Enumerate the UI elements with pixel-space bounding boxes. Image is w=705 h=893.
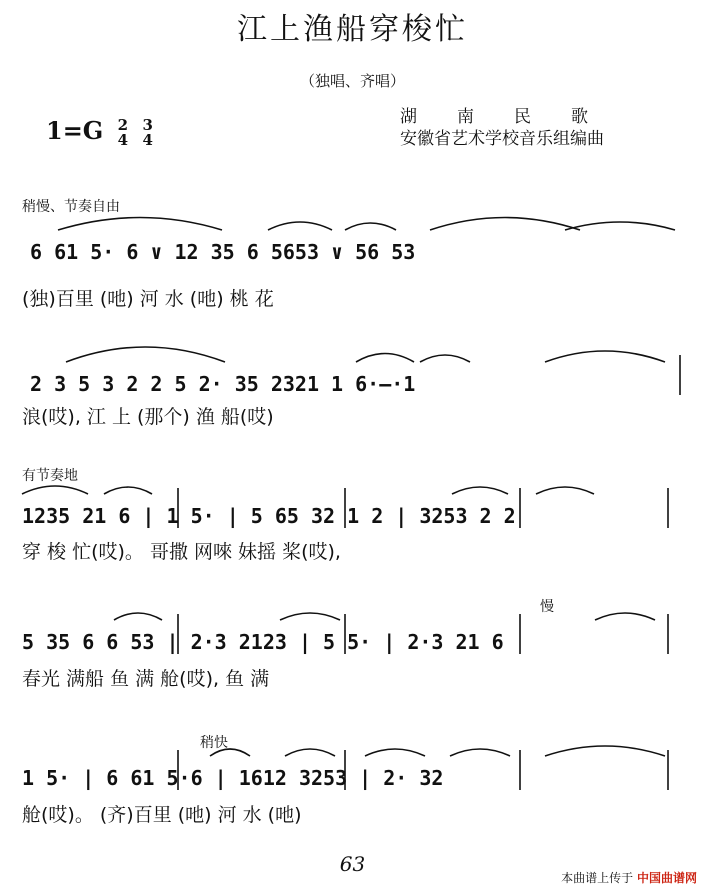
- system-4-notes: 5 35 6 6 53 | 2·3 2123 | 5 5· | 2·3 21 6: [22, 630, 504, 654]
- system-4-lyrics: 春光 满船 鱼 满 舱(哎), 鱼 满: [22, 668, 270, 690]
- site-logo[interactable]: 中国曲谱网: [636, 871, 697, 885]
- song-title: 江上渔船穿梭忙: [237, 12, 468, 47]
- system-5-lyrics: 舱(哎)。 (齐)百里 (吔) 河 水 (吔): [22, 804, 302, 826]
- footer-credit: [561, 869, 697, 886]
- system-4-tempo: 慢: [540, 599, 554, 615]
- system-1-tempo: 稍慢、节奏自由: [22, 199, 120, 215]
- page-number: 63: [339, 852, 366, 876]
- system-2-lyrics: 浪(哎), 江 上 (那个) 渔 船(哎): [22, 406, 274, 428]
- credit-arranger: 安徽省艺术学校音乐组编曲: [400, 129, 604, 149]
- meter-1-top: 2: [117, 115, 129, 134]
- credit-origin: 湖南民歌: [400, 107, 628, 127]
- performance-type: （独唱、齐唱）: [299, 72, 405, 90]
- meter-1-bottom: 4: [117, 130, 129, 149]
- system-5-tempo: 稍快: [200, 735, 228, 751]
- meter-2-bottom: 4: [142, 130, 153, 149]
- system-3-tempo: 有节奏地: [22, 468, 78, 484]
- system-2-notes: 2 3 5 3 2 2 5 2· 35 2321 1 6·—·1: [30, 372, 416, 396]
- system-3-notes: 1235 21 6 | 1 5· | 5 65 32 1 2 | 3253 2 2: [22, 504, 516, 528]
- footer-text: 本曲谱上传于: [561, 871, 634, 885]
- system-5-notes: 1 5· | 6 61 5·6 | 1612 3253 | 2· 32: [22, 766, 444, 790]
- meter-2-top: 3: [142, 115, 153, 134]
- system-1-lyrics: (独)百里 (吔) 河 水 (吔) 桃 花: [22, 288, 274, 310]
- system-1-notes: 6 61 5· 6 ∨ 12 35 6 5653 ∨ 56 53: [30, 240, 416, 264]
- system-3-lyrics: 穿 梭 忙(哎)。 哥撒 网唻 妹摇 桨(哎),: [22, 541, 341, 563]
- key-label: 1=G: [46, 116, 104, 145]
